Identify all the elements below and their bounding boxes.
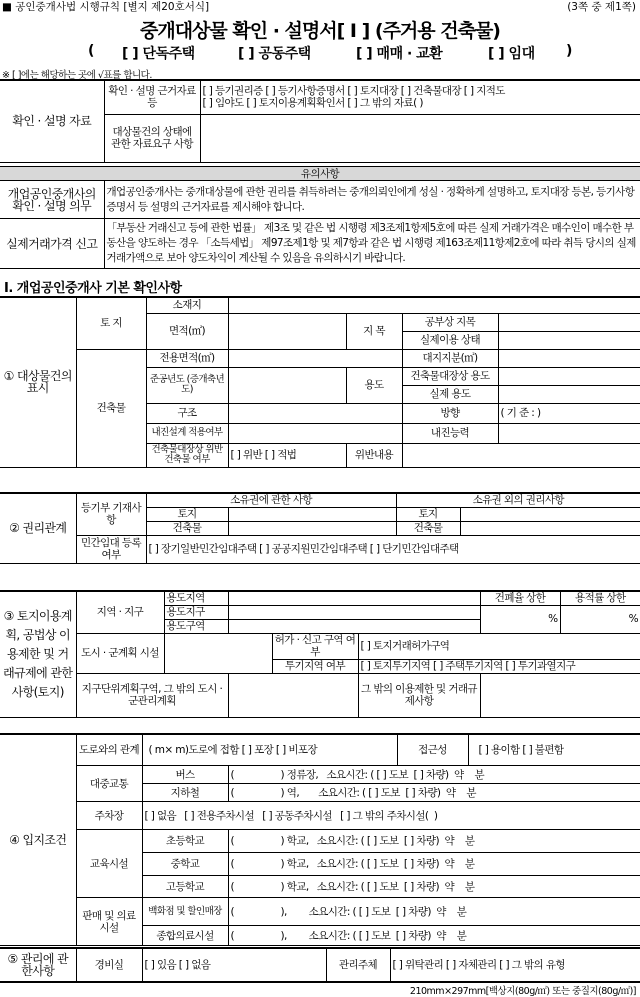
seismic-capacity-value[interactable] [498, 423, 640, 443]
basis-options-line1[interactable]: [ ] 등기권리증 [ ] 등기사항증명서 [ ] 토지대장 [ ] 건축물대장 [ ] 지적도 [202, 85, 505, 98]
price-report-text: 「부동산 거래신고 등에 관한 법률」 제3조 및 같은 법 시행령 제3조제1항제5호에 따른 실제 거래가격은 매수인이 매수한 부동산을 양도하는 경우 「소득세법」 제97조제1항 및 제7항과 같은 법 시행령 제163조제11항제2호에 따라 취득 당시의 실제 거래가액으로 보아 양도차익이 계산될 수 있음을 유의하시기 바랍니다. [104, 219, 640, 269]
checkbox-detached-house[interactable]: [ ] 단독주택 [122, 46, 195, 62]
management-label: ⑤ 관리에 관한사항 [0, 948, 76, 982]
exclusive-area-value[interactable] [228, 349, 402, 367]
speculation-options[interactable]: [ ] 토지투기지역 [ ] 주택투기지역 [ ] 투기과열지구 [358, 659, 640, 673]
rental-options[interactable]: [ ] 장기일반민간임대주택 [ ] 공공지원민간임대주택 [ ] 단기민간임대주택 [146, 535, 640, 563]
ownership-land-value[interactable] [228, 507, 396, 521]
checkbox-note: ※ [ ]에는 해당하는 곳에 √표를 합니다. [2, 70, 152, 81]
actual-use2-value[interactable] [498, 385, 640, 403]
other-restrict-label: 그 밖의 이용제한 및 거래규제사항 [358, 673, 480, 717]
other-land-value[interactable] [460, 507, 640, 521]
checkbox-lease[interactable]: [ ] 임대 [488, 46, 535, 62]
middle-text[interactable]: ( ) 학교, 소요시간: ( [ ] 도보 [ ] 차량) 약 분 [228, 853, 640, 876]
property-table [0, 296, 640, 468]
other-restrict-value[interactable] [480, 673, 640, 717]
building-label: 건축물 [76, 349, 146, 467]
parking-label: 주차장 [76, 802, 142, 830]
seismic-value[interactable] [228, 423, 402, 443]
zone-area-value[interactable] [228, 591, 480, 605]
paper-spec-footer: 210mm×297mm[백상지(80g/㎡) 또는 중질지(80g/㎡)] [409, 986, 636, 997]
jimok-label: 지 목 [346, 313, 402, 349]
land-share-value[interactable] [498, 349, 640, 367]
other-rights-header: 소유권 외의 권리사항 [396, 493, 640, 507]
confirm-group-label: 확인 · 설명 자료 [0, 80, 104, 162]
actual-use-label: 실제이용 상태 [402, 331, 498, 349]
seismic-label: 내진설계 적용여부 [146, 423, 228, 443]
far-value[interactable]: % [560, 605, 640, 633]
registry-label: 등기부 기재사항 [76, 493, 146, 535]
use-label: 용도 [346, 367, 402, 403]
other-building-value[interactable] [460, 521, 640, 535]
rights-table [0, 492, 640, 564]
direction-label: 방향 [402, 403, 498, 423]
land-share-label: 대지지분(㎡) [402, 349, 498, 367]
elementary-text[interactable]: ( ) 학교, 소요시간: ( [ ] 도보 [ ] 차량) 약 분 [228, 830, 640, 853]
other-building-label: 건축물 [396, 521, 460, 535]
road-options[interactable]: ( m× m)도로에 접함 [ ] 포장 [ ] 비포장 [148, 744, 318, 756]
violation-detail-label: 위반내용 [346, 443, 402, 467]
zone-section-label: 용도구역 [164, 619, 228, 633]
checkbox-sale-exchange[interactable]: [ ] 매매 · 교환 [356, 46, 443, 62]
broker-duty-label: 개업공인중개사의 확인 · 설명 의무 [0, 181, 104, 219]
registry-use-value[interactable] [498, 367, 640, 385]
land-label: 토 지 [76, 297, 146, 349]
approval-year-label: 준공년도 (증개축년도) [146, 367, 228, 403]
store-label: 백화점 및 할인매장 [142, 898, 228, 926]
access-options[interactable]: [ ] 용이함 [ ] 불편함 [478, 744, 564, 756]
hospital-label: 종합의료시설 [142, 926, 228, 946]
location-table [0, 733, 640, 946]
bus-label: 버스 [142, 766, 228, 784]
elementary-label: 초등학교 [142, 830, 228, 853]
bcr-label: 건폐율 상한 [480, 591, 560, 605]
basis-label: 확인 · 설명 근거자료 등 [104, 80, 200, 114]
manager-label: 관리주체 [326, 948, 390, 982]
road-label: 도로와의 관계 [76, 734, 142, 766]
legal-basis: ■ 공인중개사법 시행규칙 [별지 제20호서식] [2, 1, 210, 13]
unit-plan-value[interactable] [228, 673, 358, 717]
amenity-label: 판매 및 의료시설 [76, 898, 142, 946]
location-value[interactable] [228, 297, 640, 313]
request-value[interactable] [200, 114, 640, 162]
checkbox-apartment[interactable]: [ ] 공동주택 [238, 46, 311, 62]
ownership-land-label: 토지 [146, 507, 228, 521]
official-jimok-label: 공부상 지목 [402, 313, 498, 331]
broker-duty-text: 개업공인중개사는 중개대상물에 관한 권리를 취득하려는 중개의뢰인에게 성실 · 정확하게 설명하고, 토지대장 등본, 등기사항증명서 등 설명의 근거자료를 제시해야 합니다. [104, 181, 640, 219]
ownership-building-label: 건축물 [146, 521, 228, 535]
manager-options[interactable]: [ ] 위탁관리 [ ] 자체관리 [ ] 그 밖의 유형 [390, 948, 640, 982]
high-label: 고등학교 [142, 876, 228, 898]
education-label: 교육시설 [76, 830, 142, 898]
subtitle-open: ( [88, 43, 94, 59]
bcr-value[interactable]: % [480, 605, 560, 633]
management-table [0, 947, 640, 983]
location-label: 소재지 [146, 297, 228, 313]
zone-label: 지역 · 지구 [76, 591, 164, 633]
registry-use-label: 건축물대장상 용도 [402, 367, 498, 385]
violation-options[interactable]: [ ] 위반 [ ] 적법 [228, 443, 346, 467]
approval-year-value[interactable] [228, 367, 346, 403]
middle-label: 중학교 [142, 853, 228, 876]
permit-option[interactable]: [ ] 토지거래허가구역 [358, 633, 640, 659]
page-info: (3쪽 중 제1쪽) [567, 1, 636, 13]
store-text[interactable]: ( ), 소요시간: ( [ ] 도보 [ ] 차량) 약 분 [228, 898, 640, 926]
access-label: 접근성 [397, 735, 469, 765]
zone-district-value[interactable] [228, 605, 480, 619]
rights-label: ② 권리관계 [0, 493, 76, 563]
landuse-table [0, 590, 640, 718]
request-label: 대상물건의 상태에 관한 자료요구 사항 [104, 114, 200, 162]
seismic-capacity-label: 내진능력 [402, 423, 498, 443]
confirm-table [0, 79, 640, 163]
exclusive-area-label: 전용면적(㎡) [146, 349, 228, 367]
notice-header: 유의사항 [0, 167, 640, 181]
ownership-building-value[interactable] [228, 521, 396, 535]
subway-label: 지하철 [142, 784, 228, 802]
notice-table [0, 166, 640, 269]
far-label: 용적률 상한 [560, 591, 640, 605]
landuse-label: ③ 토지이용계획, 공법상 이용제한 및 거래규제에 관한 사항(토지) [0, 591, 76, 717]
other-land-label: 토지 [396, 507, 460, 521]
actual-use2-label: 실제 용도 [402, 385, 498, 403]
transit-label: 대중교통 [76, 766, 142, 802]
parking-options[interactable]: [ ] 없음 [ ] 전용주차시설 [ ] 공동주차시설 [ ] 그 밖의 주차시설( ) [142, 802, 640, 830]
zone-section-value[interactable] [228, 619, 480, 633]
land-area-value[interactable] [228, 313, 346, 349]
guard-options[interactable]: [ ] 있음 [ ] 없음 [142, 948, 326, 982]
structure-value[interactable] [228, 403, 402, 423]
permit-label: 허가 · 신고 구역 여부 [272, 633, 358, 659]
price-report-label: 실제거래가격 신고 [0, 219, 104, 269]
unit-plan-label: 지구단위계획구역, 그 밖의 도시 · 군관리계획 [76, 673, 228, 717]
hospital-text[interactable]: ( ), 소요시간: ( [ ] 도보 [ ] 차량) 약 분 [228, 926, 640, 946]
speculation-label: 투기지역 여부 [272, 659, 358, 673]
ownership-header: 소유권에 관한 사항 [146, 493, 396, 507]
location-label: ④ 입지조건 [0, 734, 76, 946]
structure-label: 구조 [146, 403, 228, 423]
zone-area-label: 용도지역 [164, 591, 228, 605]
violation-label: 건축물대장상 위반건축물 여부 [146, 443, 228, 467]
section1-title: Ⅰ. 개업공인중개사 기본 확인사항 [4, 281, 182, 296]
bus-text[interactable]: ( ) 정류장, 소요시간: ( [ ] 도보 [ ] 차량) 약 분 [228, 766, 640, 784]
land-area-label: 면적(㎡) [146, 313, 228, 349]
guard-label: 경비실 [76, 948, 142, 982]
violation-detail-value[interactable] [402, 443, 640, 467]
basis-options-line2[interactable]: [ ] 임야도 [ ] 토지이용계획확인서 [ ] 그 밖의 자료( ) [202, 97, 423, 110]
direction-basis[interactable]: ( 기 준 : ) [498, 403, 640, 423]
property-label: ① 대상물건의 표시 [0, 297, 76, 467]
urban-plan-value[interactable] [164, 633, 272, 673]
document-title: 중개대상물 확인 · 설명서[ Ⅰ ] (주거용 건축물) [140, 20, 500, 42]
actual-use-value[interactable] [498, 331, 640, 349]
zone-district-label: 용도지구 [164, 605, 228, 619]
high-text[interactable]: ( ) 학교, 소요시간: ( [ ] 도보 [ ] 차량) 약 분 [228, 876, 640, 898]
urban-plan-label: 도시 · 군계획 시설 [76, 633, 164, 673]
subway-text[interactable]: ( ) 역, 소요시간: ( [ ] 도보 [ ] 차량) 약 분 [228, 784, 640, 802]
rental-label: 민간임대 등록여부 [76, 535, 146, 563]
subtitle-close: ) [566, 43, 572, 59]
official-jimok-value[interactable] [498, 313, 640, 331]
